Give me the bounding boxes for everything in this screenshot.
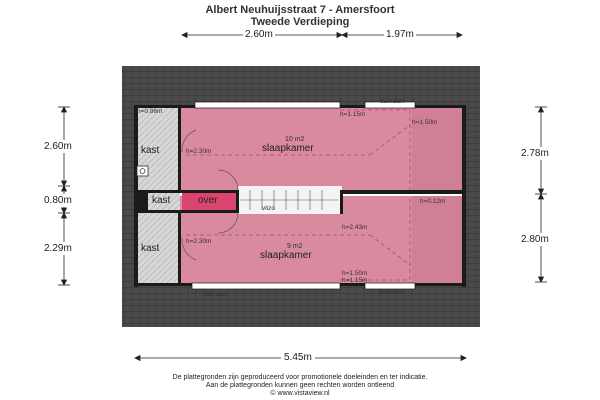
window-bottom-left-label: dakraam	[203, 291, 229, 298]
dim-top-left: 2.60m	[245, 29, 273, 40]
dim-right-top: 2.78m	[521, 148, 549, 159]
dim-left-top: 2.60m	[44, 141, 72, 152]
storage-mid-label: kast	[152, 195, 171, 206]
height-top-center: h=1.15m	[340, 111, 366, 118]
bedroom-bottom-lowzone	[412, 196, 463, 284]
height-top-right: h=1.50m	[412, 119, 438, 126]
disclaimer-line-1: De plattegronden zijn geproduceerd voor promotionele doeleinden en ter indicatie.	[172, 374, 428, 381]
height-stair-right: h=0.12m	[420, 198, 446, 205]
bedroom-bottom-name: slaapkamer	[260, 250, 312, 261]
disclaimer-line-2: Aan de plattegronden kunnen geen rechten worden ontleend	[205, 382, 395, 389]
bedroom-top-area: 10 m2	[285, 136, 305, 143]
dim-bottom: 5.45m	[281, 352, 315, 363]
height-top-left: h=0.86m	[137, 108, 163, 115]
roof-bottom	[122, 285, 480, 327]
dim-right-bottom: 2.80m	[521, 234, 549, 245]
height-bottom-low: h=1.15m	[342, 277, 368, 284]
dim-left-mid: 0.80m	[44, 195, 72, 206]
plan-title: Albert Neuhuijsstraat 7 - Amersfoort	[205, 4, 395, 16]
storage-top-label: kast	[141, 145, 160, 156]
bedroom-bottom-area: 9 m2	[287, 243, 303, 250]
roof-left	[122, 100, 136, 290]
height-top-stair: h=2.30m	[186, 148, 212, 155]
height-bottom-mid: h=1.50m	[342, 270, 368, 277]
disclaimer-line-3: © www.vistaview.nl	[270, 390, 330, 397]
dim-top-right: 1.97m	[386, 29, 414, 40]
window-bottom-right-label: dakraam	[378, 289, 404, 296]
dim-left-bottom: 2.29m	[44, 243, 72, 254]
boiler-icon	[137, 166, 148, 176]
stair-code: vlizo	[262, 205, 276, 212]
plan-subtitle: Tweede Verdieping	[250, 16, 350, 28]
storage-bottom-label: kast	[141, 243, 160, 254]
roof-top	[122, 66, 480, 107]
height-bottom-stair: h=2.30m	[186, 238, 212, 245]
height-bottom-center: h=2.43m	[342, 224, 368, 231]
bedroom-top-name: slaapkamer	[262, 143, 314, 154]
roof-right	[466, 100, 480, 290]
landing-label: over	[198, 195, 218, 206]
window-top-label: dakraam	[380, 98, 406, 105]
